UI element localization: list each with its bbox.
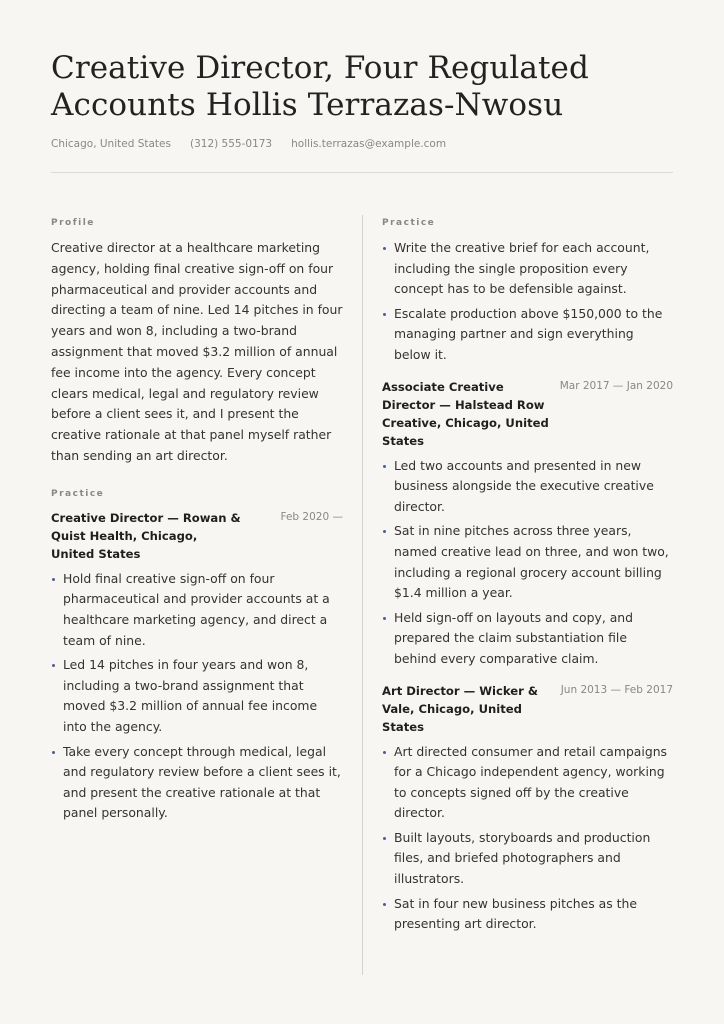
list-item: Sat in four new business pitches as the presenting art director. <box>382 894 673 935</box>
list-item: Take every concept through medical, legal and regulatory review before a client sees it, and present the creative rationale at that panel personally. <box>51 742 343 824</box>
contact-location: Chicago, United States <box>51 138 171 150</box>
list-item: Built layouts, storyboards and production files, and briefed photographers and illustrators. <box>382 828 673 890</box>
list-item: Escalate production above $150,000 to the managing partner and sign everything below it. <box>382 304 673 366</box>
right-column <box>382 218 673 939</box>
job-title: Art Director — Wicker & Vale, Chicago, United States <box>382 683 538 734</box>
contact-phone: (312) 555-0173 <box>189 138 273 150</box>
contact-line <box>51 138 673 150</box>
left-column <box>51 218 343 828</box>
column-divider <box>362 215 363 975</box>
list-item: Hold final creative sign-off on four pharmaceutical and provider accounts at a healthcare marketing agency, and direct a team of nine. <box>51 569 343 651</box>
job-date: Jun 2013 — Feb 2017 <box>560 683 673 696</box>
list-item: Led 14 pitches in four years and won 8, including a two-brand assignment that moved $3.2 million of annual fee income into the agency. <box>51 655 343 737</box>
page-title: Creative Director, Four Regulated Accounts Hollis Terrazas-Nwosu <box>51 50 589 123</box>
contact-email: hollis.terrazas@example.com <box>291 138 447 150</box>
job-entry <box>382 378 673 670</box>
job-bullets <box>382 456 673 670</box>
job-header <box>51 509 343 563</box>
job-header <box>382 682 673 736</box>
job-date: Mar 2017 — Jan 2020 <box>559 379 673 392</box>
list-item: Sat in nine pitches across three years, named creative lead on three, and won two, including a regional grocery account billing $1.4 million a year. <box>382 521 673 603</box>
practice-bullets <box>382 238 673 366</box>
list-item: Led two accounts and presented in new business alongside the executive creative director. <box>382 456 673 518</box>
job-bullets <box>51 569 343 824</box>
job-date: Feb 2020 — <box>280 510 343 523</box>
list-item: Held sign-off on layouts and copy, and prepared the claim substantiation file behind every comparative claim. <box>382 608 673 670</box>
list-item: Write the creative brief for each account, including the single proposition every concept has to be defensible against. <box>382 238 673 300</box>
section-label-profile: Profile <box>51 218 95 228</box>
profile-text: Creative director at a healthcare marketing agency, holding final creative sign-off on four pharmaceutical and provider accounts and directing a team of nine. Led 14 pitches in four years and won 8, including a two-brand assignment that moved $3.2 million of annual fee income into the agency. Every concept clears medical, legal and regulatory review before a client sees it, and I present the creative rationale at that panel myself rather than sending an art director. <box>51 240 343 463</box>
section-label-practice: Practice <box>382 218 436 228</box>
job-title: Creative Director — Rowan & Quist Health, Chicago, United States <box>51 510 241 561</box>
job-entry <box>382 682 673 935</box>
job-entry <box>51 509 343 824</box>
job-bullets <box>382 742 673 935</box>
section-label-practice: Practice <box>51 488 105 499</box>
job-title: Associate Creative Director — Halstead Row Creative, Chicago, United States <box>382 379 549 448</box>
header-divider <box>51 172 673 173</box>
list-item: Art directed consumer and retail campaigns for a Chicago independent agency, working to concepts signed off by the creative director. <box>382 742 673 824</box>
job-header <box>382 378 673 450</box>
resume-page <box>51 50 673 932</box>
